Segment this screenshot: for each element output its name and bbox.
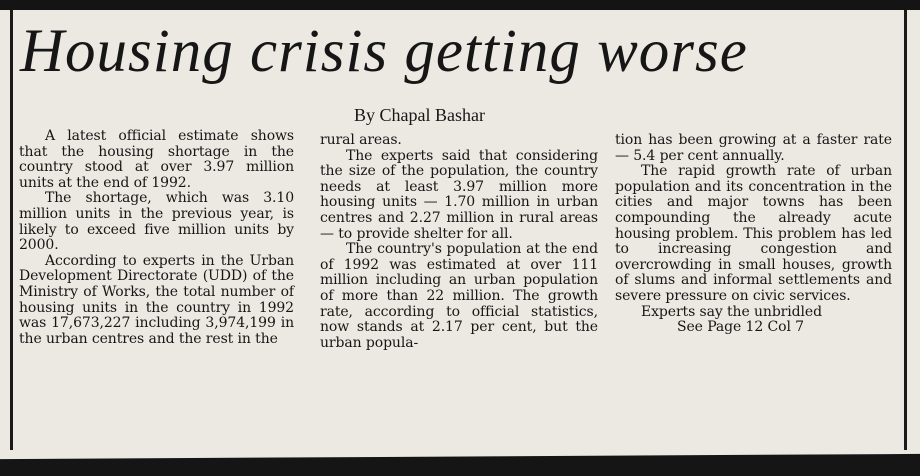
article-paragraph: The shortage, which was 3.10 million units in the previous year, is likely to exceed five million units by 2000. — [19, 190, 294, 254]
article-column-1 — [19, 129, 294, 347]
article-column-2 — [320, 133, 598, 351]
article-paragraph: rural areas. — [320, 132, 402, 148]
article-paragraph: According to experts in the Urban Development Directorate (UDD) of the Ministry of Works, the total number of housing units in the country in 1992 was 17,673,227 including 3,974,199 in the urban centres and the rest in the — [19, 252, 294, 347]
article-paragraph: A latest official estimate shows that the housing shortage in the country stood at over 3.97 million units at the end of 1992. — [19, 128, 294, 191]
article-paragraph: The experts said that considering the size of the population, the country needs at least 3.97 million more housing units — 1.70 million in urban centres and 2.27 million in rural areas — to provide shelter for all. — [320, 147, 598, 242]
left-column-rule — [10, 10, 13, 450]
top-border-rule — [0, 0, 920, 10]
article-paragraph: The country's population at the end of 1992 was estimated at over 111 million including an urban population of more than 22 million. The growth rate, according to official statistics, now stands at 2.17 per cent, but the urban popula- — [320, 241, 598, 351]
article-byline: By Chapal Bashar — [354, 105, 485, 125]
article-paragraph: The rapid growth rate of urban population and its concentration in the cities and major towns has been compounding the already acute housing problem. This problem has led to increasing congestion and overcrowding in small houses, growth of slums and informal settlements and severe pressure on civic services. — [615, 163, 892, 304]
article-paragraph: Experts say the unbridled — [641, 303, 822, 320]
continuation-note: See Page 12 Col 7 — [677, 319, 804, 336]
right-column-rule — [904, 10, 907, 450]
next-headline-fragment — [0, 450, 920, 476]
article-column-3 — [615, 133, 892, 336]
article-headline: Housing crisis getting worse — [20, 18, 748, 85]
article-paragraph: tion has been growing at a faster rate — 5.4 per cent annually. — [615, 132, 892, 164]
